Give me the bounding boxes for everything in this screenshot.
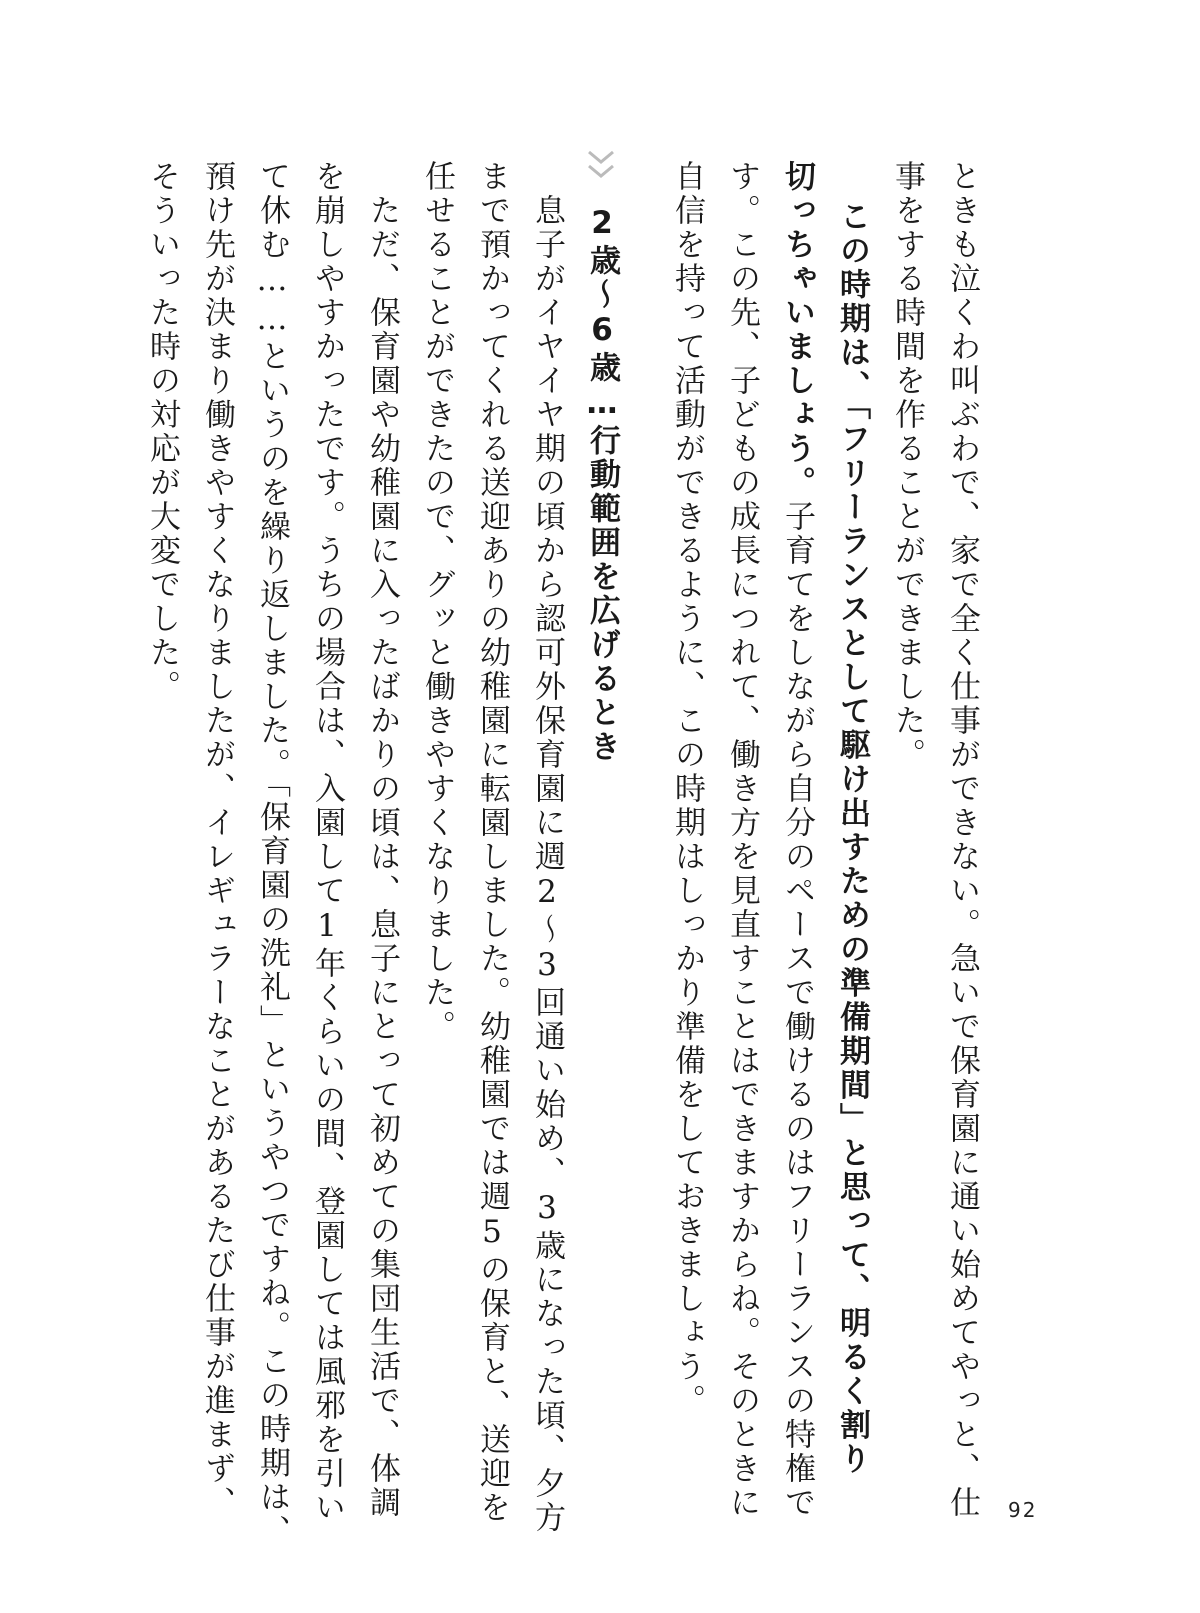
text-column-2: 事をする時間を作ることができました。 <box>889 160 925 772</box>
section-heading: 2歳〜6歳…行動範囲を広げるとき <box>584 205 620 764</box>
text-column-8: 息子がイヤイヤ期の頃から認可外保育園に週2〜3回通い始め、3歳になった頃、夕方 <box>529 194 565 1535</box>
text-column-14: 預け先が決まり働きやすくなりましたが、イレギュラーなことがあるたび仕事が進まず、 <box>199 160 235 1520</box>
text-column-12: を崩しやすかったです。うちの場合は、入園して1年くらいの間、登園しては風邪を引い <box>309 160 345 1525</box>
text-column-4 <box>775 160 819 1520</box>
text-column-5: す。この先、子どもの成長につれて、働き方を見直すことはできますからね。そのときに <box>724 160 760 1520</box>
text-column-11: ただ、保育園や幼稚園に入ったばかりの頃は、息子にとって初めての集団生活で、体調 <box>364 194 400 1520</box>
text-column-6: 自信を持って活動ができるように、この時期はしっかり準備をしておきましょう。 <box>669 160 705 1418</box>
text-column-13: て休む……というのを繰り返しました。「保育園の洗礼」というやつですね。この時期は、 <box>254 160 290 1549</box>
text-column-9: まで預かってくれる送迎ありの幼稚園に転園しました。幼稚園では週5の保育と、送迎を <box>474 160 510 1525</box>
text-column-15: そういった時の対応が大変でした。 <box>144 160 180 704</box>
bold-statement-line-1: この時期は、「フリーランスとして駆け出すための準備期間」と思って、明るく割り <box>834 200 870 1477</box>
text-column-4-rest: 子育てをしながら自分のペースで働けるのはフリーランスの特権で <box>779 500 815 1520</box>
text-column-1: ときも泣くわ叫ぶわで、家で全く仕事ができない。急いで保育園に通い始めてやっと、仕 <box>944 160 980 1520</box>
bold-statement-line-2: 切っちゃいましょう。 <box>779 160 815 500</box>
text-column-10: 任せることができたので、グッと働きやすくなりました。 <box>419 160 455 1044</box>
page-number: 92 <box>1008 1498 1038 1522</box>
double-chevron-icon <box>586 146 616 186</box>
